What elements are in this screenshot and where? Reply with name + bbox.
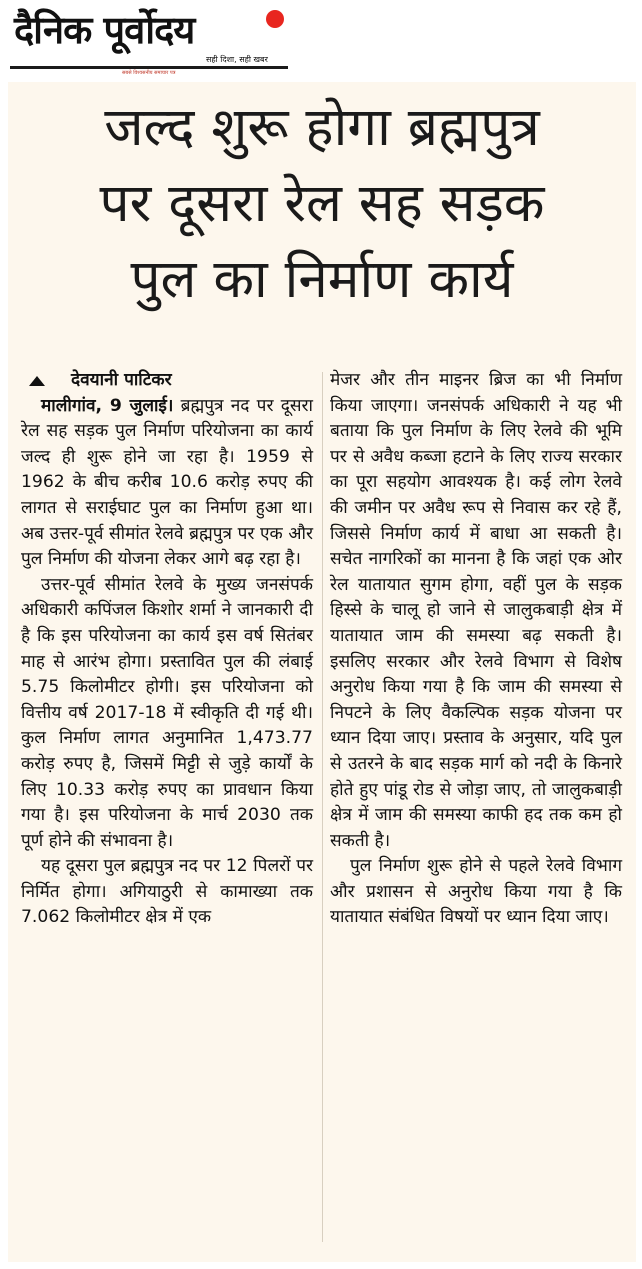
article-column-left	[21, 368, 313, 931]
paragraph-text: ब्रह्मपुत्र नद पर दूसरा रेल सह सड़क पुल निर्माण परियोजना का कार्य जल्द ही शुरू होने जा रहा है। 1959 से 1962 के बीच करीब 10.6 करोड़ रुपए की लागत से सराईघाट पुल का निर्माण हुआ था। अब उत्तर-पूर्व सीमांत रेलवे ब्रह्मपुत्र पर एक और पुल निर्माण की योजना लेकर आगे बढ़ रहा है।	[21, 395, 313, 570]
article-column-right	[330, 368, 622, 931]
logo-tagline: सही दिशा, सही खबर	[206, 55, 268, 64]
newspaper-logo	[10, 4, 290, 68]
byline-author: देवयानी पाटिकर	[71, 370, 172, 390]
byline	[21, 368, 313, 394]
headline-line: पुल का निर्माण कार्य	[130, 249, 514, 310]
masthead-rule	[10, 66, 288, 69]
article-paragraph: यह दूसरा पुल ब्रह्मपुत्र नद पर 12 पिलरों पर निर्मित होगा। अगियाठुरी से कामाख्या तक 7.062 किलोमीटर क्षेत्र में एक	[21, 856, 313, 928]
article-paragraph: उत्तर-पूर्व सीमांत रेलवे के मुख्य जनसंपर्क अधिकारी कपिंजल किशोर शर्मा ने जानकारी दी है कि इस परियोजना का कार्य इस वर्ष सितंबर माह से आरंभ होगा। प्रस्तावित पुल की लंबाई 5.75 किलोमीटर होगी। इस परियोजना को वित्तीय वर्ष 2017-18 में स्वीकृति दी गई थी। कुल निर्माण लागत अनुमानित 1,473.77 करोड़ रुपए है, जिसमें मिट्टी से जुड़े कार्यों के लिए 10.33 करोड़ रुपए का प्रावधान किया गया है। इस परियोजना के मार्च 2030 तक पूर्ण होने की संभावना है।	[21, 574, 313, 851]
logo-dot-icon	[266, 10, 284, 28]
masthead-small-text: सबसे विश्वसनीय समाचार पत्र	[122, 70, 176, 76]
headline-line: पर दूसरा रेल सह सड़क	[99, 173, 545, 234]
column-divider	[322, 372, 323, 1242]
article-paragraph	[21, 394, 313, 573]
article-headline	[8, 90, 636, 318]
byline-triangle-icon	[29, 376, 45, 386]
logo-text: दैनिक पूर्वोदय	[14, 8, 195, 52]
masthead	[0, 0, 642, 78]
article-paragraph: मेजर और तीन माइनर ब्रिज का भी निर्माण किया जाएगा। जनसंपर्क अधिकारी ने यह भी बताया कि पुल निर्माण के लिए रेलवे की भूमि पर से अवैध कब्जा हटाने के लिए राज्य सरकार का पूरा सहयोग आवश्यक है। कई लोग रेलवे की जमीन पर अवैध रूप से निवास कर रहे हैं, जिससे निर्माण कार्य में बाधा आ सकती है। सचेत नागरिकों का मानना है कि जहां एक ओर रेल यातायात सुगम होगा, वहीं पुल के सड़क हिस्से के चालू हो जाने से जालुकबाड़ी क्षेत्र में यातायात जाम की समस्या बढ़ सकती है। इसलिए सरकार और रेलवे विभाग से विशेष अनुरोध किया गया है कि जाम की समस्या से निपटने के लिए वैकल्पिक सड़क योजना पर ध्यान दिया जाए। प्रस्ताव के अनुसार, यदि पुल से उतरने के बाद सड़क मार्ग को नदी के किनारे होते हुए पांडू रोड से जोड़ा जाए, तो जालुकबाड़ी क्षेत्र में जाम की समस्या काफी हद तक कम हो सकती है।	[330, 370, 622, 851]
news-article	[8, 82, 636, 1262]
headline-line: जल्द शुरू होगा ब्रह्मपुत्र	[104, 97, 540, 158]
article-paragraph: पुल निर्माण शुरू होने से पहले रेलवे विभाग और प्रशासन से अनुरोध किया गया है कि यातायात संबंधित विषयों पर ध्यान दिया जाए।	[330, 856, 622, 928]
dateline: मालीगांव, 9 जुलाई।	[41, 395, 174, 416]
